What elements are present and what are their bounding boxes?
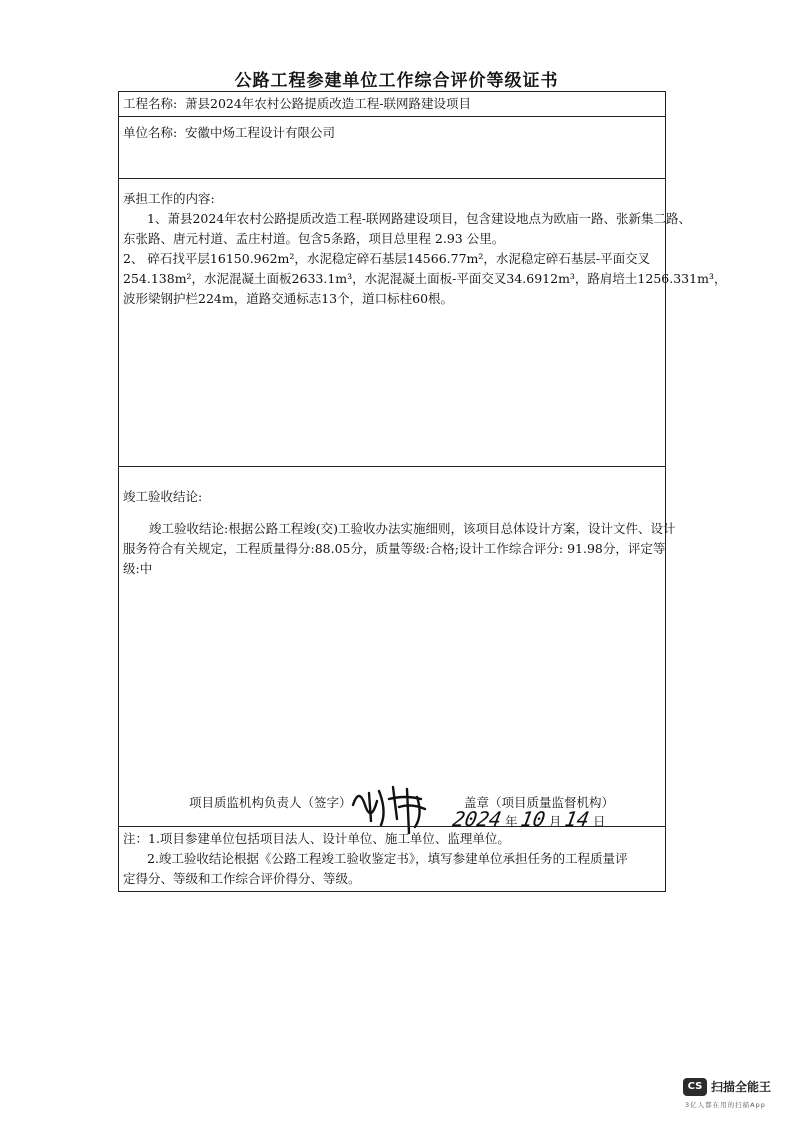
date-year-unit: 年 — [505, 814, 518, 829]
scanner-tagline: 3亿人都在用的扫描App — [685, 1101, 766, 1109]
notes-section — [119, 826, 665, 893]
scanner-logo-icon: CS — [683, 1078, 707, 1096]
notes-line-1: 注：1.项目参建单位包括项目法人、设计单位、施工单位、监理单位。 — [123, 831, 510, 846]
notes-line-3: 定得分、等级和工作综合评价得分、等级。 — [123, 871, 361, 886]
work-heading: 承担工作的内容: — [123, 191, 215, 206]
date-day-unit: 日 — [593, 814, 606, 829]
certificate-form — [118, 91, 727, 892]
project-name: 萧县2024年农村公路提质改造工程-联网路建设项目 — [185, 96, 472, 111]
unit-label: 单位名称: — [123, 125, 178, 140]
seal-label: 盖章（项目质量监督机构） — [464, 795, 615, 810]
work-line-3: 2、 碎石找平层16150.962m²，水泥稳定碎石基层14566.77m²，水泥稳定碎石基层-平面交叉 — [123, 251, 651, 266]
acceptance-heading: 竣工验收结论: — [123, 489, 203, 504]
project-row — [119, 92, 665, 116]
unit-name: 安徽中炀工程设计有限公司 — [185, 125, 336, 140]
work-section — [119, 178, 727, 466]
scanner-app-name: 扫描全能王 — [711, 1080, 772, 1094]
work-line-4: 254.138m²，水泥混凝土面板2633.1m³，水泥混凝土面板-平面交叉34.6912m³，路肩培土1256.331m³， — [123, 271, 727, 286]
notes-line-2: 2.竣工验收结论根据《公路工程竣工验收鉴定书》，填写参建单位承担任务的工程质量评 — [147, 851, 628, 866]
acceptance-line-2: 服务符合有关规定，工程质量得分:88.05分，质量等级:合格;设计工作综合评分: 91.98分，评定等 — [123, 541, 666, 556]
acceptance-line-3: 级:中 — [123, 561, 153, 576]
project-label: 工程名称: — [123, 96, 178, 111]
unit-row — [119, 116, 665, 178]
date-day: 14 — [562, 807, 592, 831]
supervisor-label: 项目质监机构负责人（签字） — [189, 795, 352, 810]
certificate-title: 公路工程参建单位工作综合评价等级证书 — [234, 71, 559, 91]
acceptance-section — [119, 466, 676, 831]
date-month-unit: 月 — [549, 814, 562, 829]
work-line-1: 1、萧县2024年农村公路提质改造工程-联网路建设项目，包含建设地点为欧庙一路、张新集二路、 — [147, 211, 691, 226]
acceptance-line-1: 竣工验收结论:根据公路工程竣(交)工验收办法实施细则，该项目总体设计方案，设计文件、设计 — [149, 521, 676, 536]
work-line-2: 东张路、唐元村道、孟庄村道。包含5条路，项目总里程 2.93 公里。 — [123, 231, 505, 246]
date-month: 10 — [518, 807, 548, 831]
date-year: 2024 — [450, 807, 504, 831]
work-line-5: 波形梁钢护栏224m，道路交通标志13个，道口标柱60根。 — [123, 291, 454, 306]
